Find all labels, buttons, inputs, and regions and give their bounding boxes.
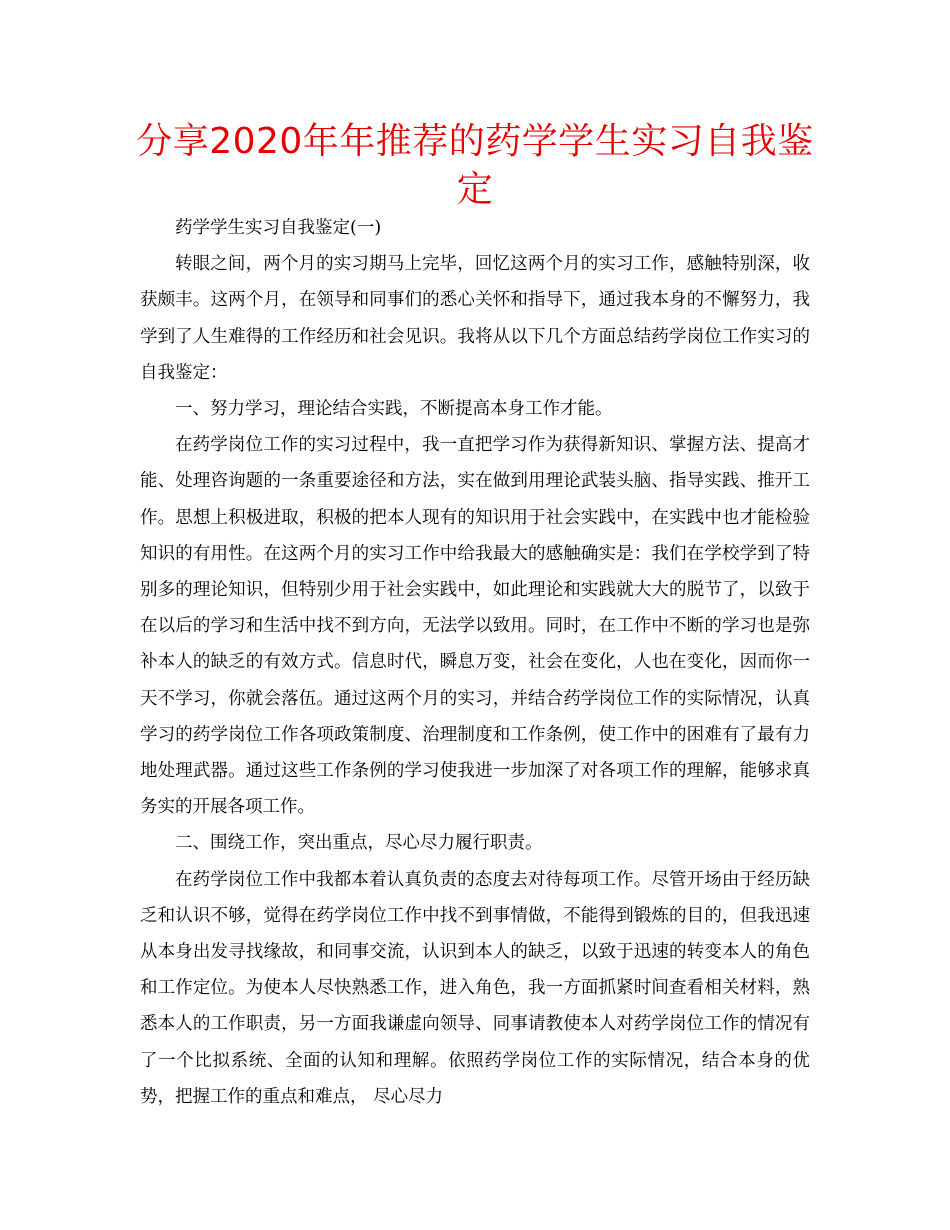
section-heading: 药学学生实习自我鉴定(一) (175, 218, 382, 238)
paragraph: 转眼之间，两个月的实习期马上完毕，回忆这两个月的实习工作，感触特别深，收获颇丰。这两个月，在领导和同事们的悉心关怀和指导下，通过我本身的不懈努力，我学到了人生难得的工作经历和社会见识。我将从以下几个方面总结药学岗位工作实习的自我鉴定： (140, 254, 810, 383)
section-heading: 二、围绕工作，突出重点，尽心尽力履行职责。 (175, 833, 543, 854)
document-title: 分享2020年年推荐的药学学生实习自我鉴定 (136, 121, 814, 210)
paragraph: 在药学岗位工作的实习过程中，我一直把学习作为获得新知识、掌握方法、提高才能、处理咨询题的一条重要途径和方法，实在做到用理论武装头脑、指导实践、推开工作。思想上积极进取，积极的把本人现有的知识用于社会实践中，在实践中也才能检验知识的有用性。在这两个月的实习工作中给我最大的感触确实是：我们在学校学到了特别多的理论知识，但特别少用于社会实践中，如此理论和实践就大大的脱节了，以致于在以后的学习和生活中找不到方向，无法学以致用。同时，在工作中不断的学习也是弥补本人的缺乏的有效方式。信息时代，瞬息万变，社会在变化，人也在变化，因而你一天不学习，你就会落伍。通过这两个月的实习，并结合药学岗位工作的实际情况，认真学习的药学岗位工作各项政策制度、治理制度和工作条例，使工作中的困难有了最有力地处理武器。通过这些工作条例的学习使我进一步加深了对各项工作的理解，能够求真务实的开展各项工作。 (140, 435, 810, 818)
document-body (140, 210, 810, 1115)
paragraph: 在药学岗位工作中我都本着认真负责的态度去对待每项工作。尽管开场由于经历缺乏和认识不够，觉得在药学岗位工作中找不到事情做，不能得到锻炼的目的，但我迅速从本身出发寻找缘故，和同事交流，认识到本人的缺乏，以致于迅速的转变本人的角色和工作定位。为使本人尽快熟悉工作，进入角色，我一方面抓紧时间查看相关材料，熟悉本人的工作职责，另一方面我谦虚向领导、同事请教使本人对药学岗位工作的情况有了一个比拟系统、全面的认知和理解。依照药学岗位工作的实际情况，结合本身的优势，把握工作的重点和难点， 尽心尽力 (140, 869, 810, 1107)
section-heading: 一、努力学习，理论结合实践，不断提高本身工作才能。 (175, 399, 613, 420)
